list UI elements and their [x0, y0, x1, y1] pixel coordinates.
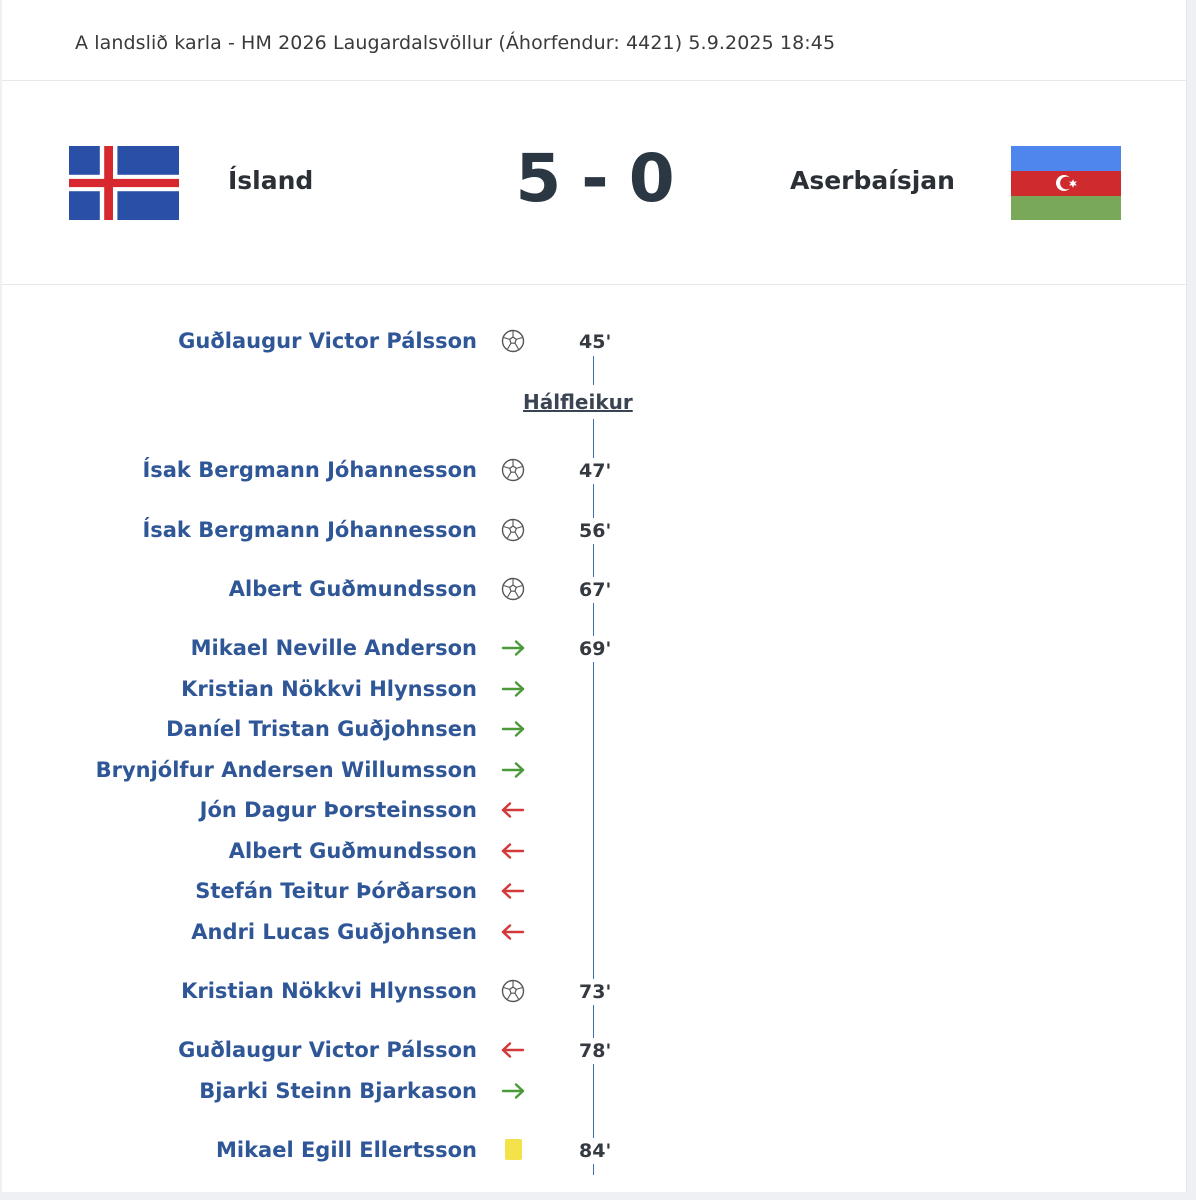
event-player-link[interactable]: Mikael Egill Ellertsson	[215, 1138, 477, 1162]
sub-in-icon	[500, 1078, 526, 1104]
event-player-link[interactable]: Albert Guðmundsson	[228, 839, 477, 863]
event-minute: 67'	[579, 579, 612, 601]
home-team-name[interactable]: Ísland	[228, 166, 314, 195]
sub-in-icon	[500, 757, 526, 783]
away-team-name[interactable]: Aserbaísjan	[790, 166, 955, 195]
event-player-link[interactable]: Daníel Tristan Guðjohnsen	[166, 717, 477, 741]
sub-out-icon	[500, 797, 526, 823]
event-minute: 45'	[579, 331, 612, 353]
event-player-link[interactable]: Kristian Nökkvi Hlynsson	[181, 979, 477, 1003]
event-minute: 84'	[579, 1140, 612, 1162]
event-player-link[interactable]: Brynjólfur Andersen Willumsson	[95, 758, 477, 782]
event-minute: 69'	[579, 638, 612, 660]
goal-icon	[500, 978, 526, 1004]
sub-in-icon	[500, 676, 526, 702]
goal-icon	[500, 328, 526, 354]
event-player-link[interactable]: Andri Lucas Guðjohnsen	[191, 920, 477, 944]
event-player-link[interactable]: Ísak Bergmann Jóhannesson	[142, 518, 477, 542]
away-score: 0	[628, 140, 677, 217]
event-player-link[interactable]: Guðlaugur Victor Pálsson	[178, 329, 477, 353]
halftime-label[interactable]: Hálfleikur	[523, 390, 633, 414]
event-player-link[interactable]: Jón Dagur Þorsteinsson	[199, 798, 477, 822]
event-player-link[interactable]: Kristian Nökkvi Hlynsson	[181, 677, 477, 701]
event-player-link[interactable]: Guðlaugur Victor Pálsson	[178, 1038, 477, 1062]
timeline-line	[593, 356, 594, 385]
match-timeline	[2, 0, 1186, 1192]
event-minute: 73'	[579, 981, 612, 1003]
event-player-link[interactable]: Bjarki Steinn Bjarkason	[199, 1079, 477, 1103]
yellow-card-icon	[500, 1137, 526, 1163]
sub-in-icon	[500, 635, 526, 661]
match-meta: A landslið karla - HM 2026 Laugardalsvöllur (Áhorfendur: 4421) 5.9.2025 18:45	[75, 32, 836, 54]
home-score: 5	[515, 140, 564, 217]
sub-out-icon	[500, 878, 526, 904]
event-player-link[interactable]: Stefán Teitur Þórðarson	[195, 879, 477, 903]
score-separator: -	[581, 140, 611, 217]
event-player-link[interactable]: Mikael Neville Anderson	[190, 636, 477, 660]
event-minute: 56'	[579, 520, 612, 542]
sub-in-icon	[500, 716, 526, 742]
goal-icon	[500, 576, 526, 602]
sub-out-icon	[500, 838, 526, 864]
match-card	[2, 0, 1187, 1192]
event-player-link[interactable]: Ísak Bergmann Jóhannesson	[142, 458, 477, 482]
event-player-link[interactable]: Albert Guðmundsson	[228, 577, 477, 601]
event-minute: 78'	[579, 1040, 612, 1062]
sub-out-icon	[500, 919, 526, 945]
sub-out-icon	[500, 1037, 526, 1063]
goal-icon	[500, 517, 526, 543]
event-minute: 47'	[579, 460, 612, 482]
goal-icon	[500, 457, 526, 483]
